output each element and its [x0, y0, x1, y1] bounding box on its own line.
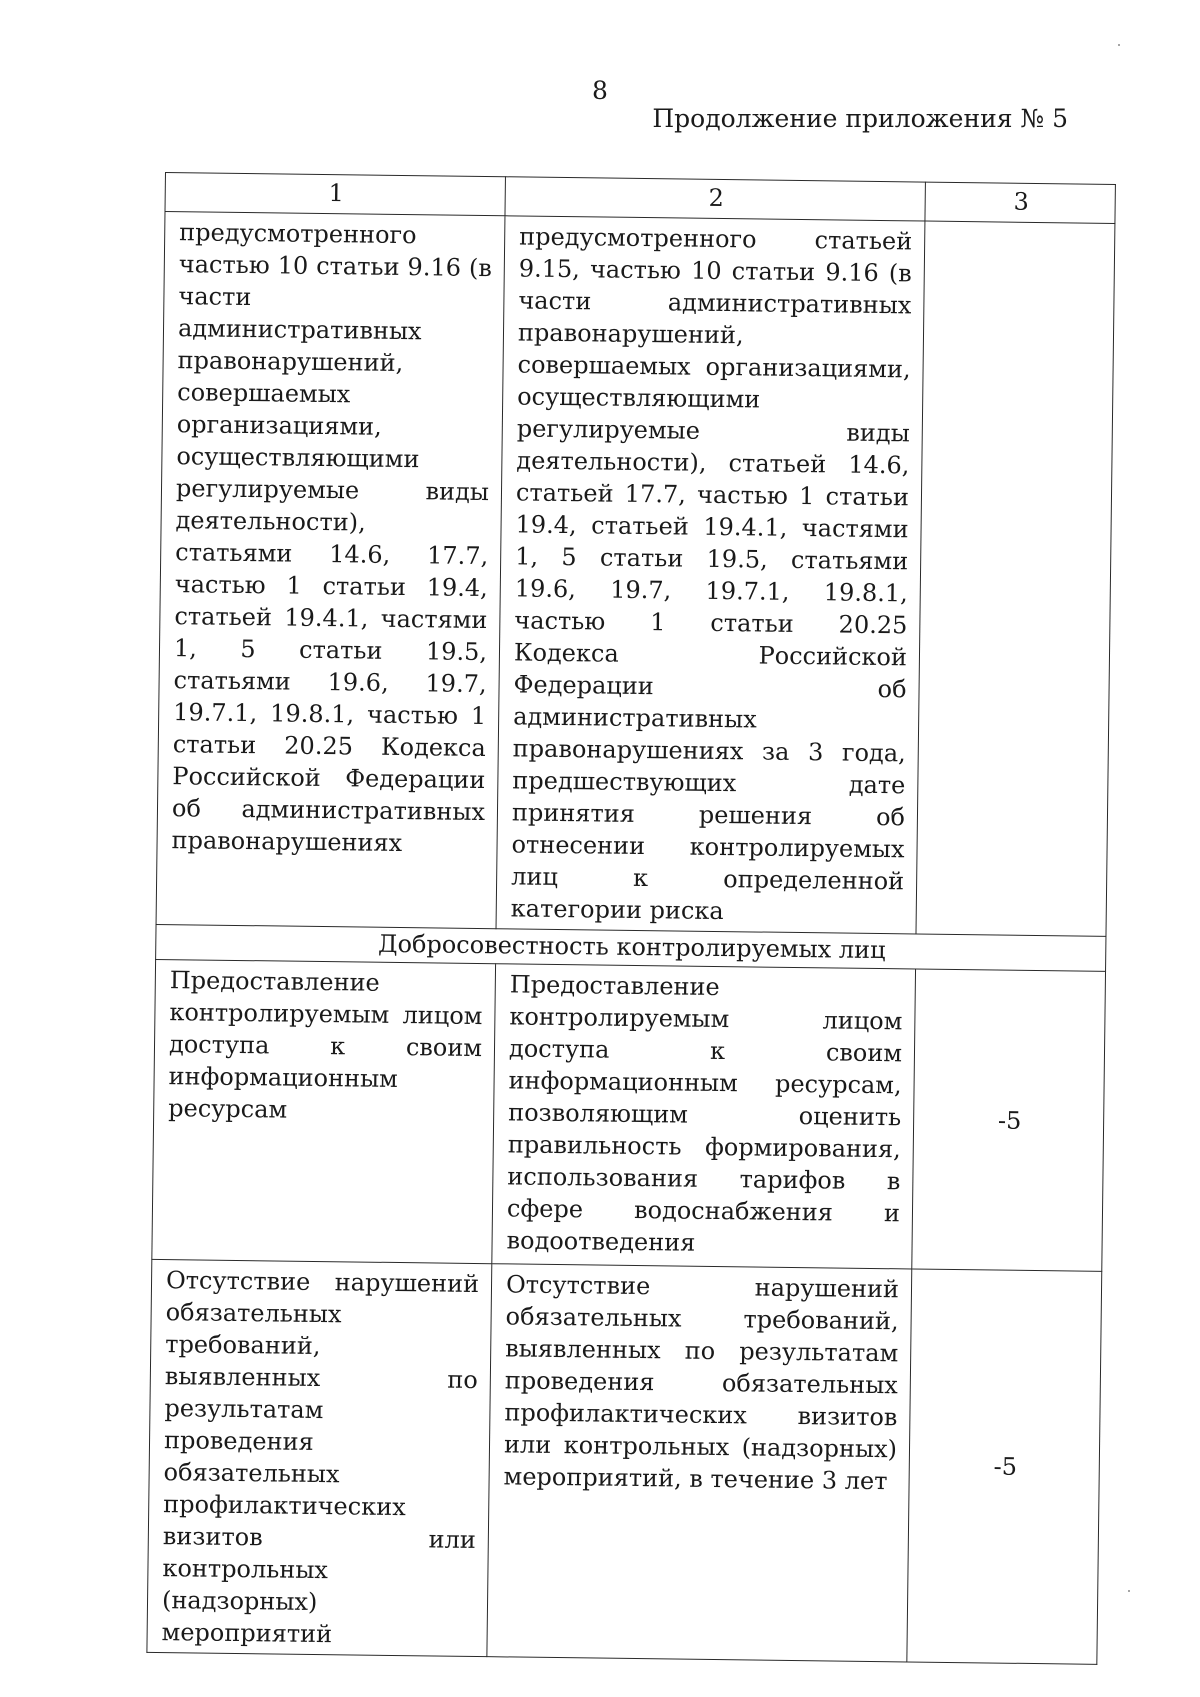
- page-number: 8: [592, 76, 608, 105]
- score-cell: -5: [907, 1269, 1102, 1664]
- appendix-continuation-label: Продолжение приложения № 5: [652, 104, 1068, 133]
- column-header-1: 1: [165, 173, 505, 216]
- criterion-description-cell: предусмотренного статьей 9.15, частью 10 статьи 9.16 (в части административных правонарушений, совершаемых организациями, осуществляющими регулируемые виды деятельности), статьей 14.6, статьей 17.7, частью 1 статьи 19.4, статьей 19.4.1, частями 1, 5 статьи 19.5, статьями 19.6, 19.7, 19.7.1, 19.8.1, частью 1 статьи 20.25 Кодекса Российской Федерации об административных правонарушениях за 3 года, предшествующих дате принятия решения об отнесении контролируемых лиц к определенной категории риска: [496, 216, 925, 934]
- criteria-table: [146, 172, 1116, 1665]
- criterion-description-cell: Отсутствие нарушений обязательных требований, выявленных по результатам проведения обязательных профилактических визитов или контрольных (надзорных) мероприятий, в течение 3 лет: [487, 1264, 912, 1662]
- column-header-3: 3: [925, 182, 1115, 223]
- table-row: [152, 959, 1106, 1271]
- criterion-cell: Отсутствие нарушений обязательных требований, выявленных по результатам проведения обязательных профилактических визитов или контрольных (надзорных) мероприятий: [147, 1259, 492, 1656]
- scan-speck: [1118, 44, 1120, 46]
- score-cell: [916, 221, 1115, 936]
- criterion-description-cell: Предоставление контролируемым лицом доступа к своим информационным ресурсам, позволяющим оценить правильность формирования, использования тарифов в сфере водоснабжения и водоотведения: [492, 964, 916, 1269]
- section-title: Добросовестность контролируемых лиц: [156, 924, 1106, 971]
- criterion-cell: предусмотренного частью 10 статьи 9.16 (в части административных правонарушений, совершаемых организациями, осуществляющими регулируемые виды деятельности), статьями 14.6, 17.7, частью 1 статьи 19.4, статьей 19.4.1, частями 1, 5 статьи 19.5, статьями 19.6, 19.7, 19.7.1, 19.8.1, частью 1 статьи 20.25 Кодекса Российской Федерации об административных правонарушениях: [156, 212, 505, 929]
- column-header-2: 2: [505, 177, 925, 221]
- scan-speck: [1128, 1590, 1130, 1592]
- score-cell: -5: [912, 969, 1106, 1271]
- table-row: [147, 1259, 1102, 1664]
- table-row: [156, 212, 1115, 937]
- criterion-cell: Предоставление контролируемым лицом доступа к своим информационным ресурсам: [152, 959, 496, 1263]
